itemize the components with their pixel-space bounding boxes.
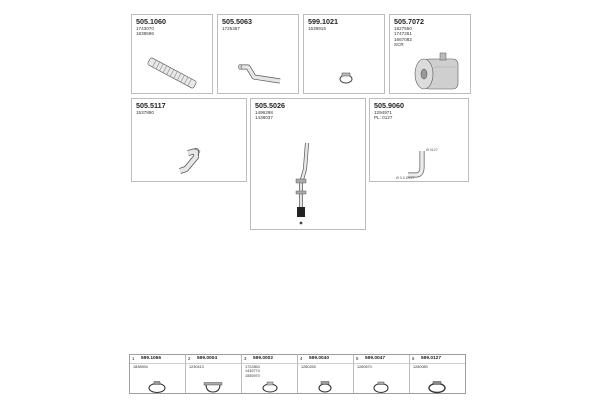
accessory-refs: 1230413 xyxy=(189,365,204,369)
part-code: 505.9060 xyxy=(374,101,404,110)
accessory-code: 599.1066 xyxy=(141,355,162,361)
clamp-drawing xyxy=(304,15,386,95)
part-code: 505.5026 xyxy=(255,101,285,110)
part-refs: 1639915 xyxy=(308,26,326,31)
accessory-code: 599.0127 xyxy=(421,355,442,361)
part-refs: 1537890 xyxy=(136,110,154,115)
part-card-1[interactable] xyxy=(131,14,213,94)
wide-clamp-icon xyxy=(424,380,450,394)
accessories-strip xyxy=(129,354,466,394)
accessory-code: 599.0002 xyxy=(253,355,274,361)
accessory-cell-5[interactable] xyxy=(354,355,410,393)
accessory-cell-4[interactable] xyxy=(298,355,354,393)
accessory-refs: 1838594 xyxy=(133,365,148,369)
accessory-number: 5 xyxy=(356,356,359,361)
accessory-refs: 1280670 xyxy=(357,365,372,369)
flex-pipe-drawing xyxy=(132,15,214,95)
band-clamp-icon xyxy=(256,380,282,394)
part-refs: 1743070 1838596 xyxy=(136,26,154,37)
part-card-7[interactable] xyxy=(369,98,469,182)
part-code: 505.5063 xyxy=(222,17,252,26)
accessory-code: 599.0004 xyxy=(197,355,218,361)
bent-pipe-drawing xyxy=(218,15,300,95)
diagram-label-top: Ø 0127 xyxy=(426,148,438,152)
accessory-code: 599.0047 xyxy=(365,355,386,361)
part-refs: 1725357 xyxy=(222,26,240,31)
accessory-code: 599.0040 xyxy=(309,355,330,361)
accessory-number: 2 xyxy=(188,356,191,361)
diagram-label-bottom: Ø 0.0 Ø127 xyxy=(396,176,415,180)
part-card-2[interactable] xyxy=(217,14,299,94)
clamp-ring-icon xyxy=(144,380,170,394)
accessory-refs: 1280080 xyxy=(413,365,428,369)
part-refs: 1496298 1438037 xyxy=(255,110,273,121)
part-refs: 1827550 1747261 1667082 SCR xyxy=(394,26,412,48)
part-code: 505.1060 xyxy=(136,17,166,26)
accessory-cell-1[interactable] xyxy=(130,355,186,393)
part-refs: 1294971 PL: 0127 xyxy=(374,110,393,121)
accessory-number: 3 xyxy=(244,356,247,361)
part-code: 505.5117 xyxy=(136,101,166,110)
bend-pipe-drawing xyxy=(370,99,470,183)
part-code: 599.1021 xyxy=(308,17,338,26)
accessory-number: 6 xyxy=(412,356,415,361)
accessory-cell-3[interactable] xyxy=(242,355,298,393)
part-card-5[interactable] xyxy=(131,98,247,182)
silencer-drawing xyxy=(390,15,472,95)
accessory-number: 4 xyxy=(300,356,303,361)
tailpipe-assembly-drawing xyxy=(251,99,367,231)
elbow-pipe-drawing xyxy=(132,99,248,183)
hanger-clamp-icon xyxy=(312,380,338,394)
part-code: 505.7072 xyxy=(394,17,424,26)
part-card-4[interactable] xyxy=(389,14,471,94)
accessory-cell-6[interactable] xyxy=(410,355,465,393)
accessory-number: 1 xyxy=(132,356,135,361)
u-bolt-clamp-icon xyxy=(200,380,226,394)
part-card-3[interactable] xyxy=(303,14,385,94)
accessory-cell-2[interactable] xyxy=(186,355,242,393)
accessory-refs: 1722863 1439774 1555970 xyxy=(245,365,260,378)
ring-clamp-icon xyxy=(368,380,394,394)
part-card-6[interactable] xyxy=(250,98,366,230)
accessory-refs: 1280255 xyxy=(301,365,316,369)
